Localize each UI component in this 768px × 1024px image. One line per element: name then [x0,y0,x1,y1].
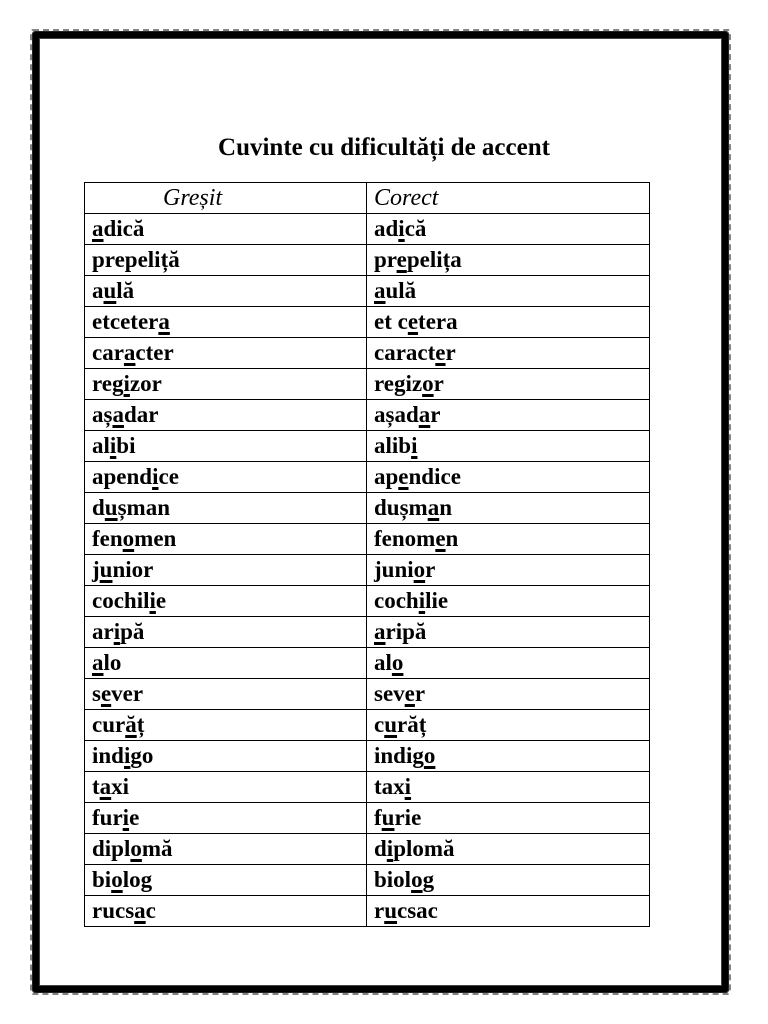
wrong-word [85,493,367,524]
word-part: ad [374,216,399,241]
wrong-word [85,834,367,865]
word-part: lie [425,588,449,613]
word-part: r [430,402,441,427]
word-part: xi [111,774,130,799]
table-row [85,493,650,524]
table-row [85,865,650,896]
stressed-letter: e [396,247,407,272]
stressed-letter: u [384,898,398,923]
wrong-word [85,679,367,710]
word-part: ripă [385,619,427,644]
word-part: nior [112,557,154,582]
correct-word [367,214,650,245]
word-part: zor [129,371,162,396]
word-part: c [145,898,156,923]
stressed-letter: a [112,402,124,427]
correct-word [367,524,650,555]
wrong-word [85,772,367,803]
wrong-word [85,710,367,741]
wrong-word [85,431,367,462]
word-part: d [374,836,387,861]
word-part: et c [374,309,408,334]
word-part: biol [374,867,412,892]
word-part: csac [397,898,438,923]
word-part: pă [120,619,145,644]
correct-word [367,245,650,276]
stressed-letter: i [404,774,412,799]
stressed-letter: a [158,309,170,334]
correct-word [367,741,650,772]
table-row [85,834,650,865]
correct-word [367,896,650,927]
page-title: Cuvinte cu dificultăți de accent [218,134,550,161]
word-part: indig [374,743,424,768]
word-part: al [92,433,110,458]
word-part: t [92,774,100,799]
word-part: men [134,526,177,551]
stressed-letter: u [381,805,395,830]
correct-word [367,338,650,369]
stressed-letter: i [109,433,117,458]
word-part: r [414,681,426,706]
correct-word [367,555,650,586]
stressed-letter: i [123,371,130,396]
table-row [85,617,650,648]
wrong-word [85,307,367,338]
table-row [85,648,650,679]
wrong-word [85,524,367,555]
word-part: mă [141,836,173,861]
word-part: e [155,588,167,613]
correct-word [367,493,650,524]
wrong-word [85,555,367,586]
table-row [85,741,650,772]
table-row [85,586,650,617]
wrong-word [85,741,367,772]
stressed-letter: e [435,526,446,551]
word-part: r [425,557,436,582]
word-part: tera [418,309,458,334]
word-part: caract [374,340,436,365]
stressed-letter: i [149,588,156,613]
word-part: dipl [92,836,131,861]
word-part: fenom [374,526,436,551]
stressed-letter: a [123,340,136,365]
word-part: rucs [92,898,135,923]
correct-word [367,462,650,493]
word-part: tax [374,774,405,799]
stressed-letter: i [418,588,426,613]
word-part: cochil [92,588,150,613]
word-part: rie [394,805,422,830]
word-part: s [92,681,101,706]
stressed-letter: i [411,433,418,458]
correct-word [367,307,650,338]
word-part: dică [103,216,145,241]
word-part: prepeli [92,247,161,272]
stressed-letter: i [152,464,159,489]
wrong-word [85,245,367,276]
word-part: dușm [374,495,428,520]
word-part: că [404,216,427,241]
word-part: g [422,867,435,892]
wrong-word [85,338,367,369]
word-part: așad [374,402,419,427]
stressed-letter: o [111,867,123,892]
table-row [85,524,650,555]
table-row [85,245,650,276]
stressed-letter: o [130,836,142,861]
stressed-letter: ț [160,247,169,272]
table-row [85,896,650,927]
word-part: reg [92,371,124,396]
word-part: ap [374,464,399,489]
word-part: ver [111,681,144,706]
table-row [85,307,650,338]
stressed-letter: a [374,619,386,644]
stressed-letter: ă [125,712,137,737]
correct-word [367,648,650,679]
table-row [85,772,650,803]
correct-word [367,617,650,648]
stressed-letter: o [423,743,436,768]
correct-word [367,834,650,865]
correct-word [367,586,650,617]
table-row [85,369,650,400]
header-right: Corect [367,183,650,214]
word-part: al [374,650,392,675]
stressed-letter: u [104,495,118,520]
table-row [85,276,650,307]
word-part: f [374,805,382,830]
word-part: car [92,340,124,365]
stressed-letter: e [407,309,419,334]
word-part: n [445,526,459,551]
stressed-letter: i [386,836,394,861]
word-part: fur [92,805,123,830]
stressed-letter: u [384,712,398,737]
word-part: etceter [92,309,159,334]
word-part: r [433,371,444,396]
stressed-letter: o [391,650,404,675]
word-part: lo [103,650,122,675]
stressed-letter: o [122,526,135,551]
table-row [85,338,650,369]
word-part: c [374,712,385,737]
correct-word [367,431,650,462]
word-part: ind [92,743,124,768]
word-part: șman [117,495,170,520]
correct-word [367,276,650,307]
correct-word [367,400,650,431]
correct-word [367,369,650,400]
wrong-word [85,803,367,834]
word-part: juni [374,557,414,582]
correct-word [367,803,650,834]
word-part: ndice [408,464,461,489]
word-part: go [130,743,154,768]
word-part: lă [116,278,135,303]
table-row [85,462,650,493]
word-part: log [122,867,153,892]
word-part: bi [116,433,136,458]
word-part: bi [92,867,112,892]
stressed-letter: i [398,216,405,241]
stressed-letter: a [99,774,112,799]
stressed-letter: a [427,495,440,520]
correct-word [367,865,650,896]
correct-word [367,679,650,710]
word-part: e [129,805,140,830]
stressed-letter: a [92,216,104,241]
wrong-word [85,369,367,400]
word-part: pr [374,247,397,272]
header-wrong: Greșit [85,183,367,214]
table-row [85,431,650,462]
stressed-letter: u [99,557,113,582]
table-header-row [85,183,650,214]
correct-word [367,772,650,803]
word-part: dar [123,402,159,427]
word-part: ulă [385,278,417,303]
stressed-letter: a [134,898,146,923]
word-part: pelița [406,247,462,272]
word-part: fen [92,526,123,551]
word-part: ă [168,247,180,272]
stressed-letter: i [122,805,130,830]
word-part: ce [158,464,179,489]
stressed-letter: a [418,402,431,427]
table-row [85,710,650,741]
word-part: apend [92,464,153,489]
word-part: a [92,278,104,303]
stressed-letter: o [413,557,426,582]
wrong-word [85,586,367,617]
wrong-word [85,400,367,431]
word-part: j [92,557,100,582]
wrong-word [85,648,367,679]
word-part: răț [397,712,427,737]
word-part: d [92,495,105,520]
stressed-letter: e [435,340,446,365]
table-row [85,803,650,834]
correct-word [367,710,650,741]
word-part: cur [92,712,126,737]
word-part: aș [92,402,113,427]
wrong-word [85,214,367,245]
wrong-word [85,865,367,896]
word-part: plomă [393,836,455,861]
stressed-letter: o [422,371,434,396]
table-row [85,400,650,431]
wrong-word [85,276,367,307]
word-part: n [439,495,452,520]
word-part: ț [136,712,145,737]
stressed-letter: a [92,650,104,675]
word-part: ar [92,619,114,644]
stressed-letter: e [100,681,112,706]
wrong-word [85,617,367,648]
word-part: r [374,898,385,923]
word-part: regiz [374,371,423,396]
table-row [85,214,650,245]
stressed-letter: i [123,743,131,768]
stressed-letter: u [103,278,117,303]
word-part: alib [374,433,412,458]
wrong-word [85,462,367,493]
word-part: sev [374,681,405,706]
accent-table [84,182,650,927]
stressed-letter: o [411,867,423,892]
stressed-letter: e [404,681,415,706]
stressed-letter: i [113,619,121,644]
stressed-letter: e [398,464,409,489]
stressed-letter: a [374,278,386,303]
word-part: coch [374,588,419,613]
word-part: cter [135,340,174,365]
table-row [85,555,650,586]
word-part: r [445,340,456,365]
table-row [85,679,650,710]
wrong-word [85,896,367,927]
